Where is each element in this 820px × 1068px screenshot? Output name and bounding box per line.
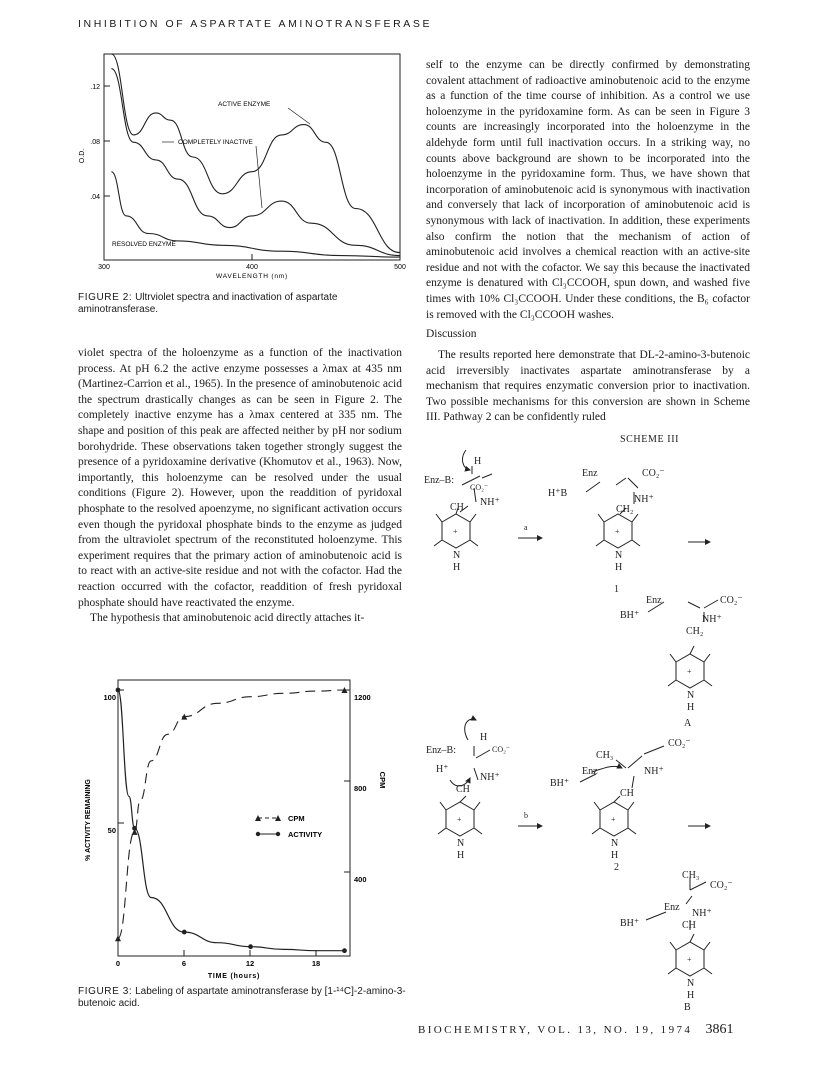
x-axis-label: WAVELENGTH (nm) — [216, 273, 288, 280]
product-label-b: B — [684, 1002, 691, 1012]
curve-active-enzyme — [111, 54, 400, 253]
ring-charge: + — [687, 955, 692, 964]
ch-label: CH — [620, 788, 634, 799]
paragraph: self to the enzyme can be directly confirmed by demonstrating covalent attachment of radioactive aminobutenoic acid to the enzyme as a function of the time course of inhibition. As a control we use holoenzyme in the pyridoxamine form. As can be seen in Figure 3 counts are increasingly incorporated into the holoenzyme in the aldehyde form until full inactivation occurs. In a striking way, no counts above background are shown to be incorporated into the holoenzyme in the pyridoxamine form. Thus, we have shown that incorporation of aminobutenoic acid is synonymous with inactivation and conversely that lack of incorporation of aminobutenoic acid is synonymous with lack of inactivation. In addition, these experiments also confirm the notion that the mechanism of action of aminobutenoic acid involves a chemical reaction with an active-site residue and not with the cofactor. We say this because the inactivated enzyme is denatured with Cl₃CCOOH, spun down, and washed five times with 10% Cl₃CCOOH. Under these conditions, the B₆ cofactor is removed with the Cl₃CCOOH washes. — [426, 59, 750, 321]
iminium-label: NH⁺ — [480, 772, 500, 783]
scheme-iii-mechanisms — [420, 450, 780, 1012]
protonated-base: BH⁺ — [620, 610, 640, 621]
methylene-label: CH₂ — [686, 626, 704, 637]
carboxylate-label: CO₂⁻ — [710, 880, 733, 891]
y-tick-label: .08 — [90, 139, 100, 146]
x-tick-label: 6 — [181, 959, 187, 968]
ring-nitrogen: N — [687, 978, 695, 989]
paragraph: The results reported here demonstrate that DL-2-amino-3-butenoic acid irreversibly inactivates aspartate aminotransferase by a mechanism that requires enzymatic conversion prior to inactivation. Two possible mechanisms for this conversion are shown in Scheme III. Pathway 2 can be confidently ruled — [426, 349, 750, 424]
product-label-a: A — [684, 718, 692, 729]
x-tick-label: 300 — [98, 264, 110, 271]
paragraph: The hypothesis that aminobutenoic acid directly attaches it- — [90, 612, 365, 625]
protonated-base: H⁺B — [548, 488, 568, 499]
paragraph: violet spectra of the holoenzyme as a function of the inactivation process. At pH 6.2 the active enzyme possesses a λmax at 435 nm (Martinez-Carrion et al., 1965). In the presence of aminobutenoic acid the spectrum drastically changes as can be seen in Figure 2. The completely inactive enzyme has a λmax centered at 335 nm. The shape and position of this peak are affected neither by pH nor sodium borohydride. These observations taken together strongly suggest the presence of a pyridoxamine derivative (Khomutov et al., 1963). Now, importantly, this holoenzyme can be resolved under the usual conditions (Figure 2). However, upon the readdition of pyridoxal phosphate to the resolved apoenzyme, no significant activation occurs even though the pyridoxal phosphate binds to the enzyme as judged from the ultraviolet spectrum of the reconstituted holoenzyme. This experiment requires that the primary action of aminobutenoic acid is to react with an active-site residue and not with the cofactor. Had the reaction occurred with the cofactor, readdition of fresh pyridoxal phosphate should have reactivated the enzyme. — [78, 347, 402, 609]
x-tick-label: 12 — [245, 959, 255, 968]
iminium-label: NH⁺ — [480, 497, 500, 508]
label-resolved-enzyme: RESOLVED ENZYME — [112, 241, 176, 248]
x-tick-label: 500 — [394, 264, 406, 271]
legend — [255, 814, 322, 839]
left-tick-label: 100 — [103, 693, 116, 702]
arrow-label-a: a — [524, 523, 528, 532]
ring-nitrogen: N — [453, 550, 461, 561]
activity-data-point — [182, 930, 187, 935]
activity-data-point — [342, 948, 347, 953]
scheme-title: SCHEME III — [620, 434, 680, 445]
ring-charge: + — [615, 527, 620, 536]
legend-cpm: CPM — [288, 814, 305, 823]
nitrogen-hydrogen: H — [457, 850, 465, 861]
carboxylate-label: CO₂⁻ — [642, 468, 665, 479]
hydrogen-label: H — [480, 732, 488, 743]
right-tick-label: 800 — [354, 784, 367, 793]
ring-charge: + — [453, 527, 458, 536]
nitrogen-hydrogen: H — [453, 562, 461, 573]
enzyme-label: Enz — [582, 766, 598, 777]
methyl-label: CH₃ — [682, 870, 700, 881]
carboxylate-label: CO₂⁻ — [492, 745, 511, 754]
left-axis-label: % ACTIVITY REMAINING — [85, 779, 92, 861]
protonated-base: BH⁺ — [550, 778, 570, 789]
ring-nitrogen: N — [687, 690, 695, 701]
right-tick-label: 1200 — [354, 693, 371, 702]
ring-charge: + — [457, 815, 462, 824]
activity-data-point — [132, 826, 137, 831]
curve-cpm — [118, 690, 345, 938]
y-tick-label: .04 — [90, 194, 100, 201]
arrow-label-b: b — [524, 811, 528, 820]
enzyme-base: Enz–B: — [424, 475, 454, 486]
right-tick-label: 400 — [354, 875, 367, 884]
iminium-label: NH⁺ — [692, 908, 712, 919]
hydrogen-label: H — [474, 456, 482, 467]
left-tick-label: 50 — [107, 826, 116, 835]
legend-activity: ACTIVITY — [288, 830, 323, 839]
enzyme-base: Enz–B: — [426, 745, 456, 756]
y-axis-label: O.D. — [79, 148, 86, 164]
figure-2-caption: FIGURE 2: Ultrviolet spectra and inactivation of aspartate aminotransferase. — [78, 292, 338, 315]
ring-charge: + — [611, 815, 616, 824]
carboxylate-label: CO₂⁻ — [470, 483, 489, 492]
page-footer — [418, 1022, 733, 1038]
activity-points — [116, 688, 347, 953]
figure-3-caption: FIGURE 3: Labeling of aspartate aminotransferase by [1-¹⁴C]-2-amino-3-butenoic acid. — [78, 986, 406, 1009]
journal-citation: BIOCHEMISTRY, VOL. 13, NO. 19, 1974 — [418, 1024, 693, 1036]
iminium-label: NH⁺ — [634, 494, 654, 505]
methyl-label: CH₃ — [596, 750, 614, 761]
enzyme-label: Enz — [582, 468, 598, 479]
methylene-label: CH₂ — [616, 504, 634, 515]
page-number: 3861 — [705, 1022, 734, 1037]
figure-3-labeling — [78, 660, 418, 990]
right-column-text — [426, 58, 750, 323]
label-active-enzyme: ACTIVE ENZYME — [218, 101, 271, 108]
plot-frame — [118, 680, 350, 956]
enzyme-label: Enz — [646, 595, 662, 606]
curve-completely-inactive — [111, 69, 400, 256]
carboxylate-label: CO₂⁻ — [720, 595, 743, 606]
x-tick-label: 400 — [246, 264, 258, 271]
activity-data-point — [248, 944, 253, 949]
ch-label: CH — [456, 784, 470, 795]
right-axis-label: CPM — [378, 771, 387, 789]
running-head: INHIBITION OF ASPARTATE AMINOTRANSFERASE — [78, 18, 433, 30]
label-completely-inactive: COMPLETELY INACTIVE — [178, 139, 253, 146]
iminium-label: NH⁺ — [702, 614, 722, 625]
iminium-label: NH⁺ — [644, 766, 664, 777]
curve-activity — [118, 690, 345, 951]
protonated-base: BH⁺ — [620, 918, 640, 929]
y-tick-label: .12 — [90, 84, 100, 91]
section-heading: Discussion — [426, 328, 477, 340]
ring-nitrogen: N — [615, 550, 623, 561]
ch-label: CH — [450, 502, 464, 513]
x-tick-label: 18 — [311, 959, 321, 968]
ring-nitrogen: N — [611, 838, 619, 849]
compound-number-1: 1 — [614, 584, 619, 595]
ring-nitrogen: N — [457, 838, 465, 849]
x-axis-label: TIME (hours) — [207, 973, 261, 980]
ring-charge: + — [687, 667, 692, 676]
nitrogen-hydrogen: H — [687, 990, 695, 1001]
proton-label: H⁺ — [436, 764, 449, 775]
carboxylate-label: CO₂⁻ — [668, 738, 691, 749]
left-column-text — [78, 346, 402, 627]
discussion-text — [426, 348, 750, 426]
nitrogen-hydrogen: H — [687, 702, 695, 713]
activity-data-point — [116, 688, 121, 693]
compound-number-2: 2 — [614, 862, 619, 873]
x-tick-label: 0 — [115, 959, 121, 968]
ch-label: CH — [682, 920, 696, 931]
nitrogen-hydrogen: H — [615, 562, 623, 573]
nitrogen-hydrogen: H — [611, 850, 619, 861]
enzyme-label: Enz — [664, 902, 680, 913]
figure-2-spectra — [70, 46, 410, 286]
cpm-points — [115, 687, 347, 941]
